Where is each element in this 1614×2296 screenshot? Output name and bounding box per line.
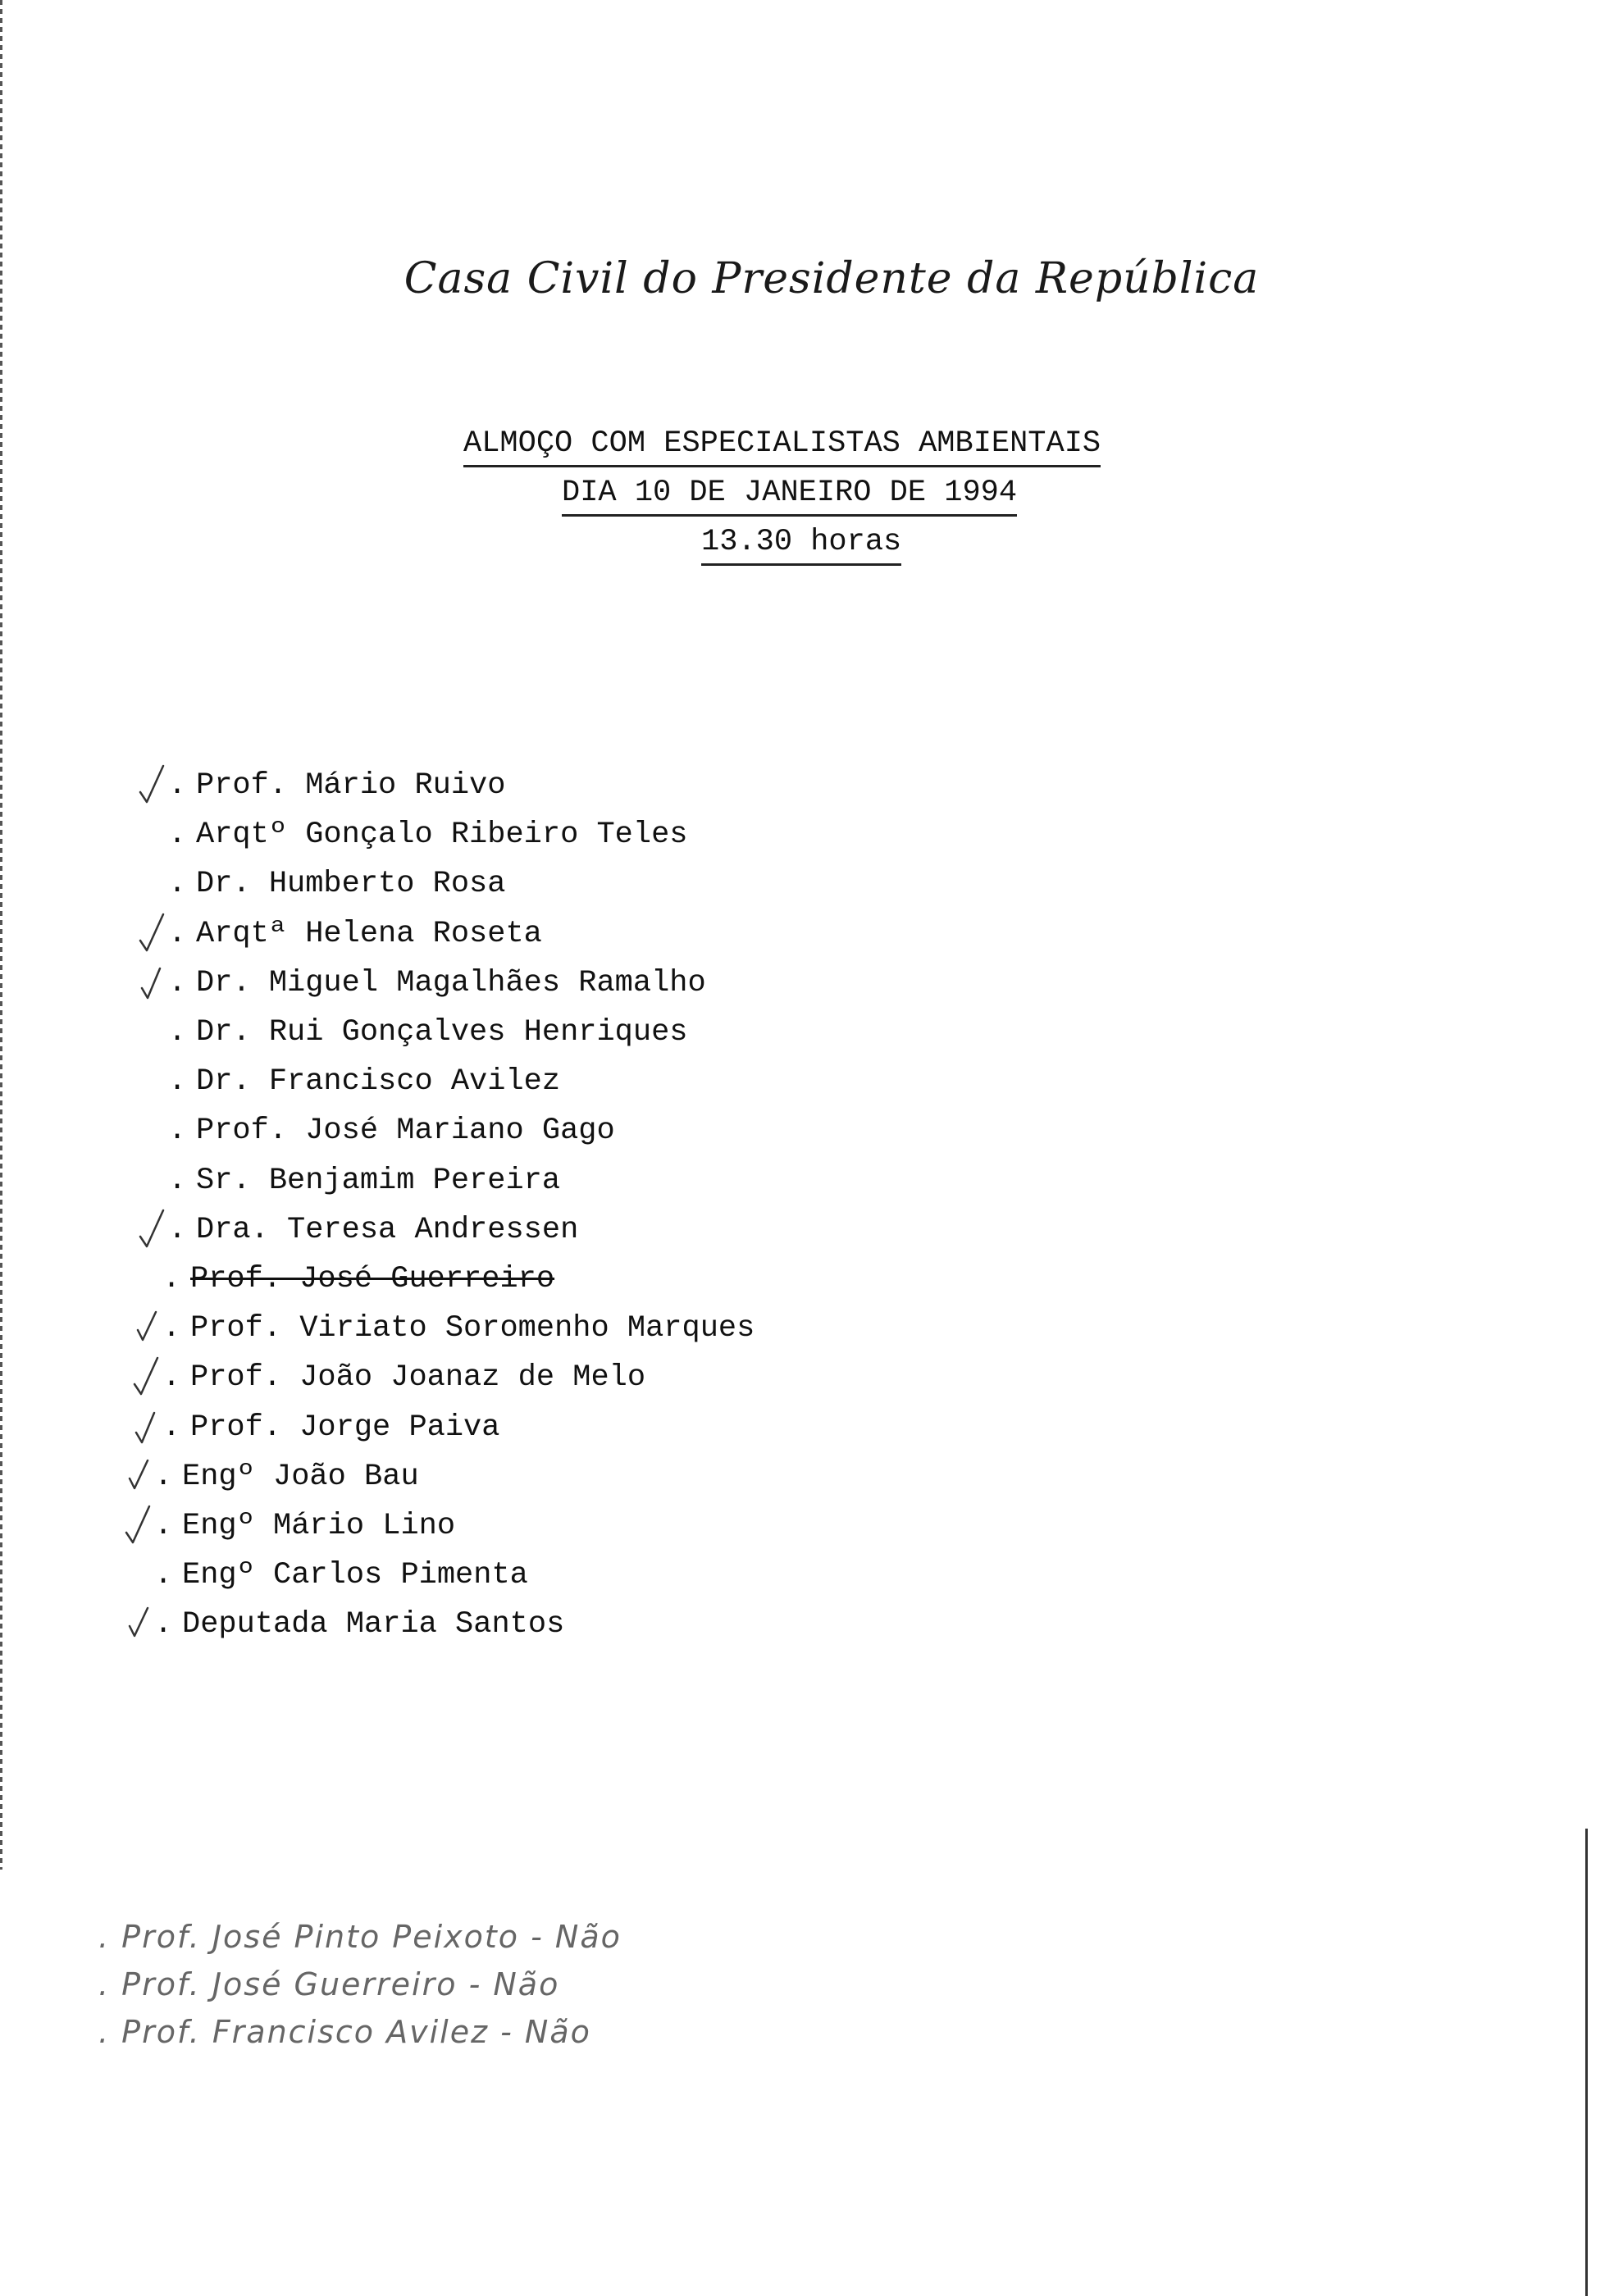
attendee-name: Arqtª Helena Roseta [196, 917, 542, 951]
attendee-name: Prof. Viriato Soromenho Marques [190, 1311, 755, 1346]
attendee-name: Prof. Mário Ruivo [196, 768, 506, 803]
bullet: . [168, 1015, 187, 1050]
bullet: . [168, 1164, 187, 1198]
checkmark-icon [130, 1305, 162, 1350]
attendee-item [168, 1205, 578, 1255]
bullet: . [154, 1460, 173, 1494]
handwritten-notes [98, 1919, 837, 2083]
bullet: . [168, 1114, 187, 1148]
attendee-name: Dr. Francisco Avilez [196, 1064, 561, 1099]
attendee-item [168, 909, 542, 959]
attendee-name: Dra. Teresa Andressen [196, 1213, 579, 1247]
attendee-item [168, 1106, 615, 1155]
checkmark-icon [130, 1405, 162, 1449]
bullet: . [162, 1360, 181, 1395]
checkmark-icon [121, 1454, 154, 1498]
bullet: . [162, 1311, 181, 1346]
bullet: . [162, 1410, 181, 1445]
attendee-item [154, 1452, 419, 1501]
attendee-item [162, 1353, 645, 1402]
attendee-item [168, 859, 505, 909]
attendee-name: Engº João Bau [182, 1460, 419, 1494]
bullet: . [168, 1213, 187, 1247]
attendee-item [168, 959, 706, 1008]
bullet: . [168, 966, 187, 1000]
bullet: . [154, 1509, 173, 1543]
attendee-item [168, 1057, 560, 1106]
checkmark-icon [135, 911, 168, 955]
bullet: . [168, 917, 187, 951]
bullet: . [154, 1607, 173, 1642]
attendee-item [168, 1156, 560, 1205]
handwritten-note: . Prof. José Pinto Peixoto - Não [98, 1919, 622, 1955]
attendee-item [162, 1255, 554, 1304]
event-time: 13.30 horas [701, 524, 901, 566]
attendee-name: Prof. José Mariano Gago [196, 1114, 615, 1148]
attendee-name: Deputada Maria Santos [182, 1607, 565, 1642]
attendee-item [154, 1551, 528, 1600]
attendee-name: Engº Carlos Pimenta [182, 1558, 528, 1592]
attendee-name: Arqtº Gonçalo Ribeiro Teles [196, 818, 688, 852]
checkmark-icon [135, 960, 168, 1004]
attendee-item [168, 1008, 688, 1057]
letterhead: Casa Civil do Presidente da República [404, 254, 1260, 303]
attendee-name: Sr. Benjamim Pereira [196, 1164, 561, 1198]
checkmark-icon [130, 1355, 162, 1399]
checkmark-icon [121, 1503, 154, 1547]
attendee-item [162, 1403, 499, 1452]
attendee-item [162, 1304, 755, 1353]
event-title: ALMOÇO COM ESPECIALISTAS AMBIENTAIS [463, 426, 1101, 467]
attendee-item [154, 1600, 564, 1649]
event-date: DIA 10 DE JANEIRO DE 1994 [562, 475, 1017, 517]
attendee-item [168, 761, 505, 810]
attendee-item [168, 810, 688, 859]
bullet: . [168, 1064, 187, 1099]
bullet: . [168, 818, 187, 852]
attendee-item [154, 1501, 455, 1551]
attendee-name: Prof. José Guerreiro [190, 1262, 555, 1296]
bullet: . [168, 867, 187, 901]
attendee-name: Dr. Humberto Rosa [196, 867, 506, 901]
checkmark-icon [135, 1207, 168, 1251]
attendee-name: Prof. João Joanaz de Melo [190, 1360, 646, 1395]
checkmark-icon [135, 763, 168, 807]
bullet: . [168, 768, 187, 803]
checkmark-icon [121, 1601, 154, 1646]
handwritten-note: . Prof. José Guerreiro - Não [98, 1966, 560, 2002]
bullet: . [154, 1558, 173, 1592]
attendee-name: Dr. Miguel Magalhães Ramalho [196, 966, 706, 1000]
attendee-name: Prof. Jorge Paiva [190, 1410, 500, 1445]
handwritten-note: . Prof. Francisco Avilez - Não [98, 2014, 591, 2050]
attendee-name: Engº Mário Lino [182, 1509, 456, 1543]
attendee-name: Dr. Rui Gonçalves Henriques [196, 1015, 688, 1050]
bullet: . [162, 1262, 181, 1296]
